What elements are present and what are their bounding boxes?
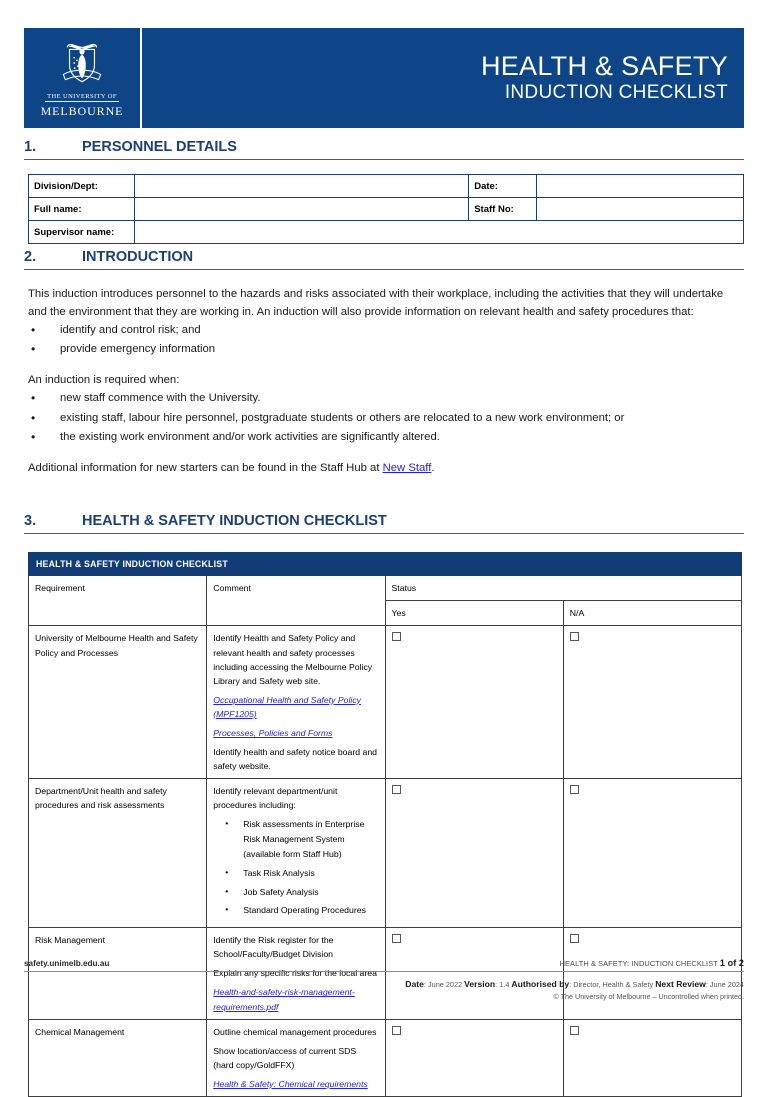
comment-link-line [213,726,378,740]
comment-line: Explain any specific risks for the local area [213,968,377,979]
checkbox-icon[interactable] [570,632,579,641]
checkbox-icon[interactable] [392,785,401,794]
intro-paragraph-3 [28,460,742,478]
list-item: • new staff commence with the University. [28,389,742,408]
list-item: • the existing work environment and/or work activities are significantly altered. [28,428,742,447]
intro-paragraph-3-prefix: Additional information for new starters can be found in the Staff Hub at [28,461,383,474]
section-number-2: 2. [24,249,37,265]
division-label: Division/Dept: [29,175,135,198]
footer-website[interactable]: safety.unimelb.edu.au [24,959,110,968]
table-row [29,198,744,221]
section-heading-introduction [24,249,744,270]
document-footer [24,958,744,1001]
footer-version-value: 1.4 [499,980,510,989]
table-row [29,1019,742,1096]
supervisor-input[interactable] [135,221,744,244]
university-logo [24,28,142,128]
comment-line: Show location/access of current SDS (hard copy/GoldFFX) [213,1045,357,1070]
list-item: • Task Risk Analysis [213,866,378,881]
row-status-na[interactable] [563,1019,741,1096]
section-number-1: 1. [24,139,37,155]
section-title-2: INTRODUCTION [82,249,194,265]
list-item: • Standard Operating Procedures [213,903,378,918]
intro-paragraph-2: An induction is required when: [28,373,180,386]
staffno-input[interactable] [537,198,744,221]
footer-version-label: Version [464,979,496,989]
section-title-3: HEALTH & SAFETY INDUCTION CHECKLIST [82,513,387,529]
footer-date-value: June 2022 [427,980,463,989]
checklist-header-row-1 [29,576,742,601]
comment-line: Identify relevant department/unit procedures including: [213,786,338,811]
fullname-input[interactable] [135,198,469,221]
comment-bullet-list [213,817,378,918]
comment-line: Identify health and safety notice board and safety website. [213,747,377,772]
fullname-label: Full name: [29,198,135,221]
row-status-yes[interactable] [385,779,563,928]
section-heading-personnel [24,139,744,160]
list-item: • Risk assessments in Enterprise Risk Management System (available form Staff Hub) [213,817,378,861]
checklist-table-wrapper [28,552,742,1097]
introduction-body [28,286,742,477]
row-comment [207,1019,385,1096]
risk-management-requirements-link[interactable]: Health-and-safety-risk-management-requirements.pdf [213,987,355,1012]
table-row [29,221,744,244]
row-status-yes[interactable] [385,1019,563,1096]
list-item: • provide emergency information [28,340,742,359]
column-header-requirement: Requirement [29,576,207,626]
row-comment [207,779,385,928]
comment-link-line [213,693,378,721]
footer-date-label: Date [405,979,424,989]
new-staff-link[interactable]: New Staff [382,461,432,474]
document-title: HEALTH & SAFETY [480,50,728,81]
column-header-na: N/A [563,601,741,626]
checklist-banner-label: HEALTH & SAFETY INDUCTION CHECKLIST [29,553,742,576]
personnel-details-table [28,174,744,244]
checkbox-icon[interactable] [570,785,579,794]
table-row [29,779,742,928]
row-comment [207,626,385,779]
masthead-title-block [142,28,744,128]
footer-review-label: Next Review [655,979,706,989]
section-number-3: 3. [24,513,37,529]
footer-top-row [24,958,744,972]
chemical-requirements-link[interactable]: Health & Safety: Chemical requirements [213,1078,368,1089]
policy-link-mpf1205[interactable]: Occupational Health and Safety Policy (MPF1205) [213,694,362,719]
intro-paragraph-3-suffix: . [431,461,435,474]
table-row [29,175,744,198]
checkbox-icon[interactable] [392,1026,401,1035]
comment-link-line [213,1077,378,1091]
processes-policies-forms-link[interactable]: Processes, Policies and Forms [213,728,333,738]
list-item: • existing staff, labour hire personnel, postgraduate students or others are relocated to a new work environment; or [28,409,742,428]
comment-line: Outline chemical management procedures [213,1026,377,1037]
list-item: • identify and control risk; and [28,321,742,340]
column-header-status: Status [385,576,742,601]
row-requirement: Department/Unit health and safety procedures and risk assessments [29,779,207,928]
university-crest-icon [56,39,108,89]
section-heading-checklist [24,513,744,534]
checkbox-icon[interactable] [392,934,401,943]
checkbox-icon[interactable] [570,1026,579,1035]
footer-authorised-label: Authorised by [511,979,570,989]
row-status-yes[interactable] [385,626,563,779]
row-requirement: Risk Management [29,928,207,1019]
logo-line-university: THE UNIVERSITY OF [47,92,117,100]
health-safety-checklist-table [28,552,742,1097]
row-status-na[interactable] [563,779,741,928]
document-masthead [24,28,744,128]
date-input[interactable] [537,175,744,198]
column-header-yes: Yes [385,601,563,626]
table-row [29,626,742,779]
section-title-1: PERSONNEL DETAILS [82,139,237,155]
row-requirement: Chemical Management [29,1019,207,1096]
intro-bullet-list-1 [28,321,742,360]
footer-doc-reference [560,958,744,968]
checklist-banner-row [29,553,742,576]
division-input[interactable] [135,175,469,198]
comment-line: Identify the Risk register for the School/Faculty/Budget Division [213,935,334,960]
staffno-label: Staff No: [469,198,537,221]
footer-review-value: June 2024 [709,980,744,989]
checkbox-icon[interactable] [570,934,579,943]
footer-page-number: 1 of 2 [719,958,744,968]
date-label: Date: [469,175,537,198]
footer-copyright: © The University of Melbourne – Uncontrolled when printed. [553,991,744,1001]
row-status-na[interactable] [563,626,741,779]
logo-divider [45,101,119,102]
row-requirement: University of Melbourne Health and Safety Policy and Processes [29,626,207,779]
footer-authorised-value: Director, Health & Safety [573,980,654,989]
intro-bullet-list-2 [28,389,742,447]
checkbox-icon[interactable] [392,632,401,641]
column-header-comment: Comment [207,576,385,626]
footer-metadata: Date: June 2022 Version: 1.4 Authorised by: Director, Health & Safety Next Review: June 2024 [405,979,744,989]
intro-paragraph-1: This induction introduces personnel to the hazards and risks associated with their workplace, including the activities that they will undertake and the environment that they are working in. An induction will also provide information on relevant health and safety procedures that: [28,288,724,318]
logo-line-melbourne: MELBOURNE [40,104,124,119]
list-item: • Job Safety Analysis [213,885,378,900]
supervisor-label: Supervisor name: [29,221,135,244]
footer-doc-title: HEALTH & SAFETY: INDUCTION CHECKLIST [559,959,718,968]
comment-line: Identify Health and Safety Policy and relevant health and safety processes including accessing the Melbourne Policy Library and Safety web site. [213,633,373,686]
document-subtitle: INDUCTION CHECKLIST [504,82,728,104]
